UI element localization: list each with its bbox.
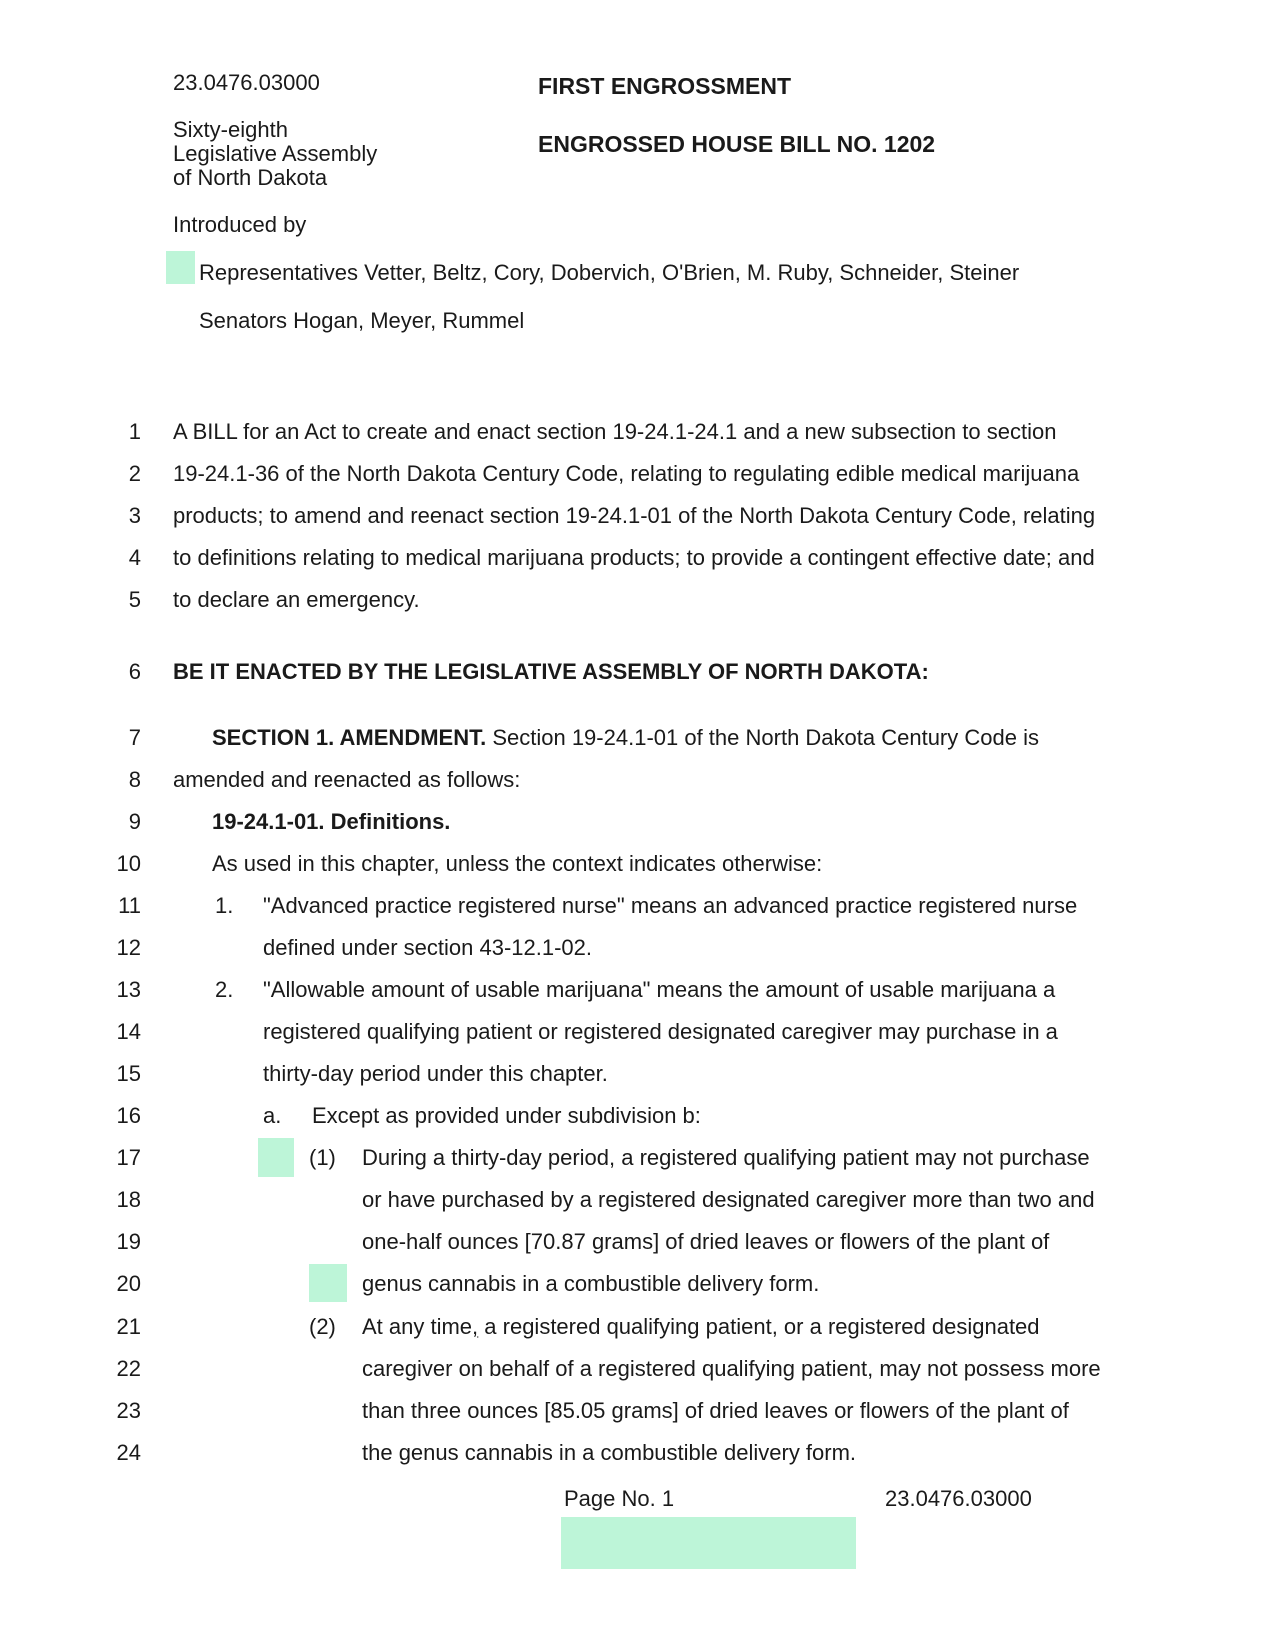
- change-highlight-marker: [258, 1138, 294, 1177]
- text-segment: a registered qualifying patient, or a registered designated: [478, 1314, 1040, 1339]
- bill-text-line: or have purchased by a registered designated caregiver more than two and: [362, 1187, 1095, 1212]
- assembly-line-3: of North Dakota: [173, 165, 328, 190]
- bill-text-line: thirty-day period under this chapter.: [263, 1061, 608, 1086]
- bill-text-line: to declare an emergency.: [173, 587, 420, 612]
- bill-text-line: than three ounces [85.05 grams] of dried leaves or flowers of the plant of: [362, 1398, 1069, 1423]
- bill-text-line: [362, 1316, 1040, 1338]
- document-id: 23.0476.03000: [173, 70, 320, 95]
- bill-text-line: one-half ounces [70.87 grams] of dried leaves or flowers of the plant of: [362, 1229, 1050, 1254]
- line-number: 12: [116, 935, 141, 960]
- bill-text-line: defined under section 43-12.1-02.: [263, 935, 593, 960]
- bill-text-line: registered qualifying patient or registered designated caregiver may purchase in a: [263, 1019, 1058, 1044]
- bill-text-line: During a thirty-day period, a registered qualifying patient may not purchase: [362, 1145, 1090, 1170]
- line-number: 22: [116, 1356, 141, 1381]
- bill-text-line: As used in this chapter, unless the context indicates otherwise:: [212, 851, 823, 876]
- senators-list: Senators Hogan, Meyer, Rummel: [199, 308, 525, 333]
- bill-text-line: "Advanced practice registered nurse" means an advanced practice registered nurse: [263, 893, 1078, 918]
- introduced-by-label: Introduced by: [173, 212, 307, 237]
- bill-text-line: products; to amend and reenact section 19-24.1-01 of the North Dakota Century Code, relating: [173, 503, 1096, 528]
- line-number: 7: [128, 725, 141, 750]
- definitions-heading: 19-24.1-01. Definitions.: [212, 809, 451, 834]
- assembly-line-1: Sixty-eighth: [173, 117, 288, 142]
- line-number: 3: [128, 503, 141, 528]
- bill-text-line: "Allowable amount of usable marijuana" means the amount of usable marijuana a: [263, 977, 1056, 1002]
- line-number: 5: [128, 587, 141, 612]
- footer-document-id: 23.0476.03000: [885, 1486, 1032, 1511]
- bill-text-line: caregiver on behalf of a registered qualifying patient, may not possess more: [362, 1356, 1101, 1381]
- bill-title: ENGROSSED HOUSE BILL NO. 1202: [538, 131, 936, 157]
- line-number: 15: [116, 1061, 141, 1086]
- engrossment-label: FIRST ENGROSSMENT: [538, 73, 792, 99]
- bill-text-line: genus cannabis in a combustible delivery form.: [362, 1271, 820, 1296]
- bill-text-line: the genus cannabis in a combustible delivery form.: [362, 1440, 857, 1465]
- line-number: 24: [116, 1440, 141, 1465]
- section-heading-text: Section 19-24.1-01 of the North Dakota Century Code is: [486, 725, 1039, 750]
- change-highlight-marker: [561, 1517, 856, 1569]
- change-highlight-marker: [166, 251, 195, 284]
- bill-text-line: A BILL for an Act to create and enact section 19-24.1-24.1 and a new subsection to section: [173, 419, 1057, 444]
- line-number: 17: [116, 1145, 141, 1170]
- line-number: 11: [118, 893, 141, 918]
- change-highlight-marker: [309, 1264, 347, 1302]
- paragraph-marker: (1): [309, 1145, 336, 1170]
- paragraph-marker: (2): [309, 1314, 336, 1339]
- line-number: 8: [128, 767, 141, 792]
- enacting-clause: BE IT ENACTED BY THE LEGISLATIVE ASSEMBLY OF NORTH DAKOTA:: [173, 659, 929, 684]
- subsection-marker: 2.: [215, 977, 234, 1002]
- line-number: 21: [116, 1314, 141, 1339]
- line-number: 6: [128, 659, 141, 684]
- line-number: 9: [128, 809, 141, 834]
- page-number: Page No. 1: [564, 1486, 675, 1511]
- line-number: 19: [116, 1229, 141, 1254]
- bill-text-line: amended and reenacted as follows:: [173, 767, 521, 792]
- line-number: 1: [128, 419, 141, 444]
- bill-text-line: 19-24.1-36 of the North Dakota Century Code, relating to regulating edible medical marijuana: [173, 461, 1080, 486]
- line-number: 14: [116, 1019, 141, 1044]
- line-number: 13: [116, 977, 141, 1002]
- line-number: 16: [116, 1103, 141, 1128]
- section-heading: SECTION 1. AMENDMENT.: [212, 725, 487, 750]
- line-number: 23: [116, 1398, 141, 1423]
- line-number: 20: [116, 1271, 141, 1296]
- line-number: 10: [116, 851, 141, 876]
- representatives-list: Representatives Vetter, Beltz, Cory, Dobervich, O'Brien, M. Ruby, Schneider, Steiner: [199, 260, 1020, 285]
- bill-text-line: to definitions relating to medical marijuana products; to provide a contingent effective date; and: [173, 545, 1095, 570]
- bill-text-line: Except as provided under subdivision b:: [312, 1103, 701, 1128]
- inserted-text: ,: [472, 1314, 479, 1339]
- line-number: 4: [128, 545, 141, 570]
- assembly-line-2: Legislative Assembly: [173, 141, 378, 166]
- subdivision-marker: a.: [263, 1103, 282, 1128]
- subsection-marker: 1.: [215, 893, 234, 918]
- line-number: 18: [116, 1187, 141, 1212]
- line-number: 2: [128, 461, 141, 486]
- text-segment: At any time: [362, 1314, 473, 1339]
- section-heading-line: [212, 727, 1039, 749]
